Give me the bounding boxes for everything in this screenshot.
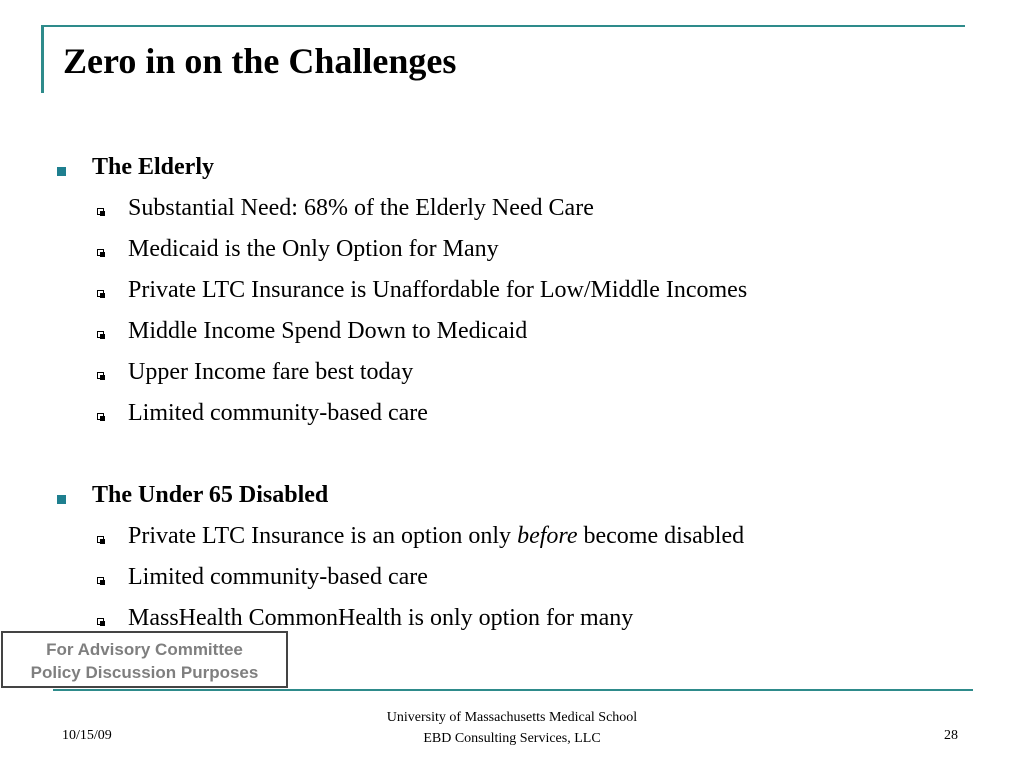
list-item: Private LTC Insurance is Unaffordable for Low/Middle Incomes bbox=[128, 277, 748, 303]
emphasis-text: before bbox=[517, 523, 578, 549]
list-item: Medicaid is the Only Option for Many bbox=[128, 236, 499, 262]
sub-bullet bbox=[97, 208, 104, 215]
section-heading-elderly: The Elderly bbox=[92, 154, 215, 180]
section-bullet bbox=[57, 495, 66, 504]
list-item: MassHealth CommonHealth is only option for many bbox=[128, 605, 634, 631]
list-item-text: become disabled bbox=[577, 523, 745, 549]
footer-org-line: EBD Consulting Services, LLC bbox=[423, 731, 601, 746]
footer-date: 10/15/09 bbox=[62, 728, 112, 743]
slide-title: Zero in on the Challenges bbox=[63, 41, 457, 81]
footer-organization bbox=[312, 707, 712, 749]
page-number: 28 bbox=[944, 728, 958, 743]
sub-bullet bbox=[97, 536, 104, 543]
list-item-text: Private LTC Insurance is an option only bbox=[128, 523, 518, 549]
sub-bullet bbox=[97, 290, 104, 297]
list-item: Substantial Need: 68% of the Elderly Need Care bbox=[128, 195, 594, 221]
sub-bullet bbox=[97, 249, 104, 256]
section-heading-under-65-disabled: The Under 65 Disabled bbox=[92, 482, 329, 508]
list-item: Upper Income fare best today bbox=[128, 359, 414, 385]
list-item: Limited community-based care bbox=[128, 400, 428, 426]
list-item bbox=[128, 523, 744, 550]
section-bullet bbox=[57, 167, 66, 176]
footer-rule bbox=[53, 689, 973, 691]
sub-bullet bbox=[97, 618, 104, 625]
notice-line: For Advisory Committee bbox=[46, 640, 243, 659]
sub-bullet bbox=[97, 372, 104, 379]
sub-bullet bbox=[97, 413, 104, 420]
advisory-notice-box bbox=[1, 631, 288, 688]
footer-org-line: University of Massachusetts Medical School bbox=[386, 710, 638, 725]
list-item: Middle Income Spend Down to Medicaid bbox=[128, 318, 528, 344]
notice-line: Policy Discussion Purposes bbox=[30, 663, 259, 682]
list-item: Limited community-based care bbox=[128, 564, 428, 590]
sub-bullet bbox=[97, 577, 104, 584]
sub-bullet bbox=[97, 331, 104, 338]
